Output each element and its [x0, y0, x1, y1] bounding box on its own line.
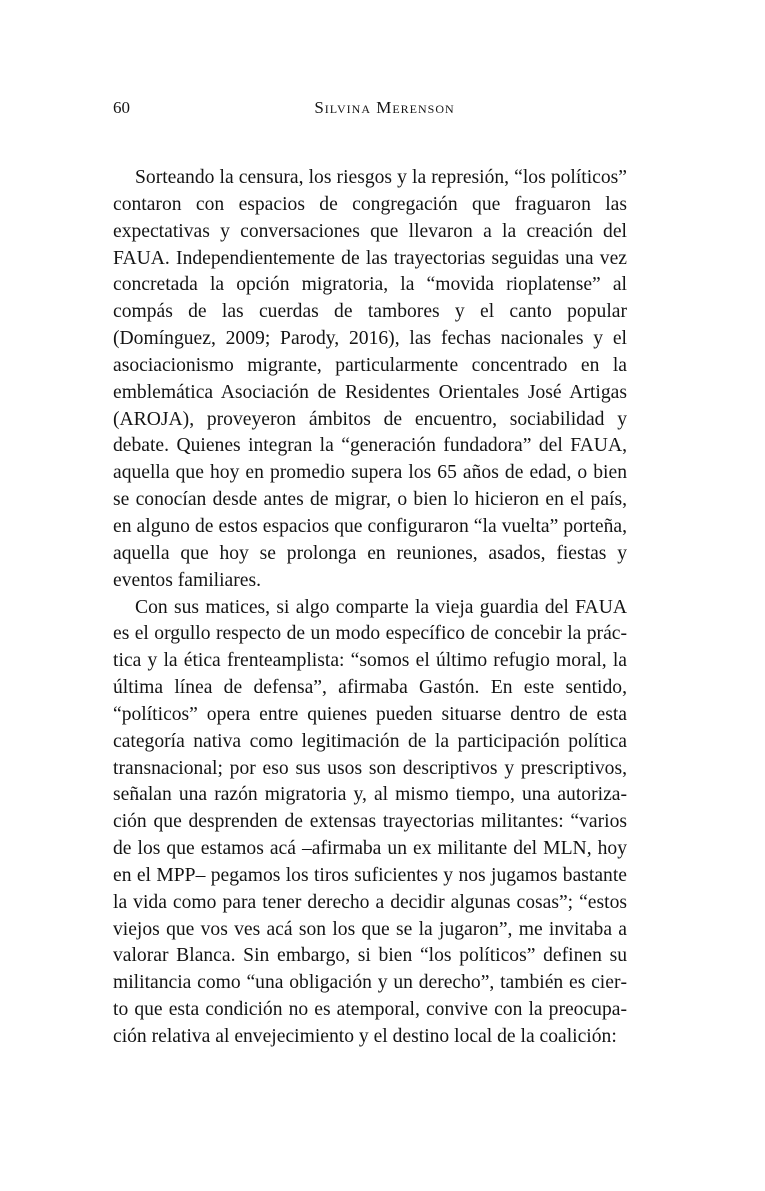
running-head: Silvina Merenson [314, 98, 455, 117]
paragraph: Con sus matices, si algo comparte la vieja guardia del FAUA es el orgullo respecto de un modo específico de concebir la práctica y la ética frenteamplista: “somos el último refugio moral, la última línea de defensa”, afirmaba Gastón. En este sentido, “políticos” opera entre quienes pueden situarse dentro de esta categoría nativa como legitimación de la participación política transnacional; por eso sus usos son descriptivos y prescriptivos, señalan una razón migratoria y, al mismo tiempo, una autorización que desprenden de extensas trayectorias militantes: “varios de los que estamos acá –afirmaba un ex militante del MLN, hoy en el MPP– pegamos los tiros suficientes y nos jugamos bastante la vida como para tener derecho a decidir algunas cosas”; “estos viejos que vos ves acá son los que se la jugaron”, me invitaba a valorar Blanca. Sin embargo, si bien “los políticos” definen su militancia como “una obligación y un derecho”, también es cierto que esta condición no es atemporal, convive con la preocupación relativa al envejecimiento y el destino local de la coalición: [113, 596, 627, 1047]
page-header [113, 98, 628, 122]
page-number: 60 [113, 98, 130, 117]
body-text [113, 165, 627, 1051]
paragraph: Sorteando la censura, los riesgos y la represión, “los políticos” contaron con espacios de congregación que fraguaron las expectativas y conversaciones que llevaron a la creación del FAUA. Independientemente de las trayectorias seguidas una vez concretada la opción migratoria, la “movida rioplatense” al compás de las cuerdas de tambores y el canto popular (Domínguez, 2009; Parody, 2016), las fechas nacionales y el asociacionismo migrante, particularmente concentrado en la emblemática Asociación de Residentes Orientales José Artigas (AROJA), proveyeron ámbitos de encuentro, sociabilidad y debate. Quienes integran la “generación fundadora” del FAUA, aquella que hoy en promedio supera los 65 años de edad, o bien se conocían desde antes de migrar, o bien lo hicieron en el país, en alguno de estos espacios que configuraron “la vuelta” porteña, aquella que hoy se prolonga en reuniones, asados, fiestas y eventos familiares. [113, 167, 627, 591]
